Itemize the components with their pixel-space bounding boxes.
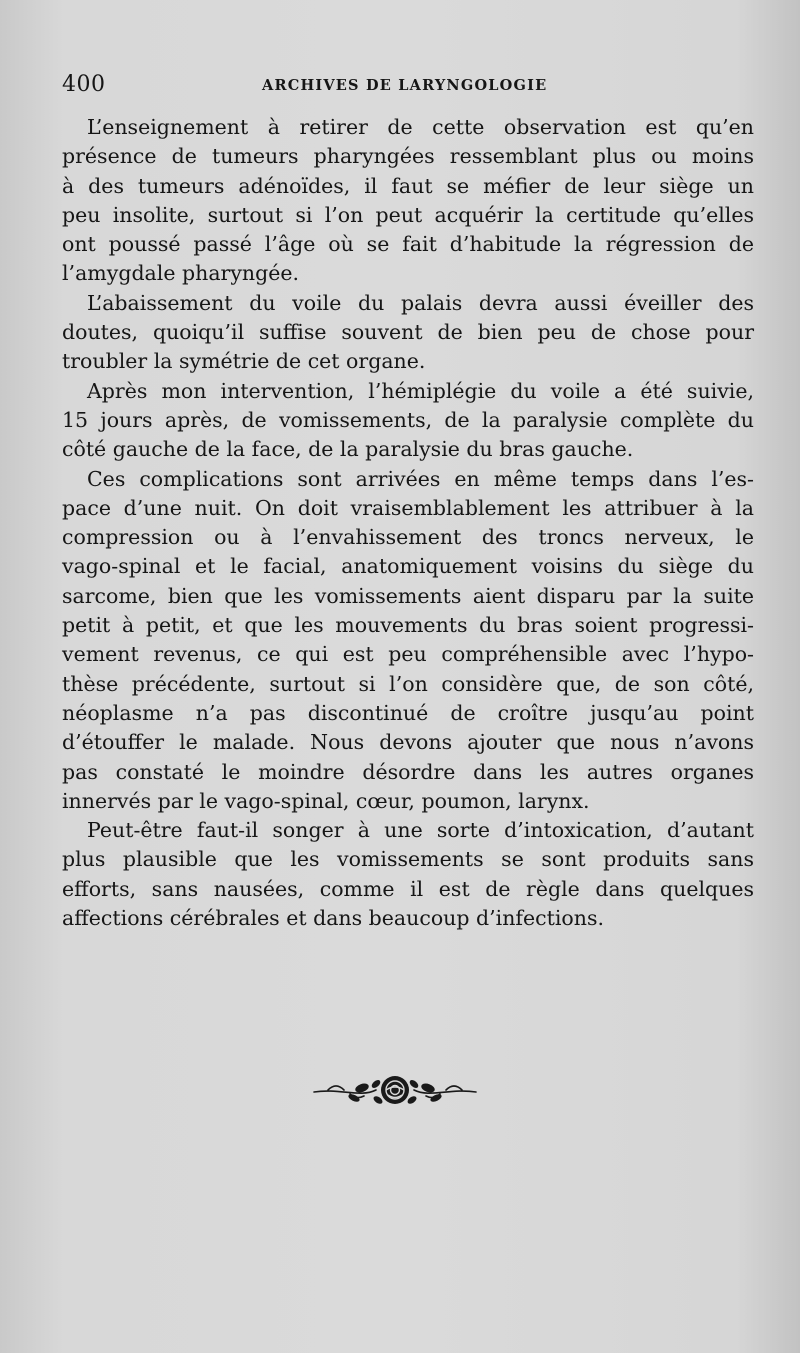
text-line: sarcome, bien que les vomissements aient disparu par la suite: [62, 583, 754, 608]
text-line: vago-spinal et le facial, anatomiquement voisins du siège du: [62, 554, 754, 579]
text-line: pas constaté le moindre désordre dans les autres organes: [62, 759, 754, 784]
text-line: néoplasme n’a pas discontinué de croître jusqu’au point: [62, 700, 754, 725]
floral-tailpiece-ornament-icon: [310, 1068, 480, 1112]
text-line: côté gauche de la face, de la paralysie du bras gauche.: [62, 437, 634, 462]
text-line: L’abaissement du voile du palais devra aussi éveiller des: [87, 290, 754, 315]
text-line: Ces complications sont arrivées en même temps dans l’es-: [87, 466, 754, 491]
text-line: Après mon intervention, l’hémiplégie du voile a été suivie,: [87, 378, 754, 403]
text-line: ont poussé passé l’âge où se fait d’habitude la régression de: [62, 232, 754, 257]
running-head: ARCHIVES DE LARYNGOLOGIE: [262, 77, 548, 94]
text-line: présence de tumeurs pharyngées ressemblant plus ou moins: [62, 144, 754, 169]
page-header: [62, 72, 752, 102]
paragraph-1: [62, 113, 754, 289]
text-line: 15 jours après, de vomissements, de la paralysie complète du: [62, 407, 754, 432]
text-line: pace d’une nuit. On doit vraisemblablement les attribuer à la: [62, 495, 754, 520]
text-line: affections cérébrales et dans beaucoup d’infections.: [62, 906, 604, 931]
text-line: L’enseignement à retirer de cette observation est qu’en: [87, 115, 754, 139]
text-line: peu insolite, surtout si l’on peut acquérir la certitude qu’elles: [62, 202, 754, 227]
text-line: troubler la symétrie de cet organe.: [62, 349, 426, 374]
text-line: plus plausible que les vomissements se sont produits sans: [62, 847, 754, 872]
paragraph-2: [62, 289, 754, 377]
text-line: vement revenus, ce qui est peu compréhensible avec l’hypo-: [62, 642, 754, 667]
text-line: l’amygdale pharyngée.: [62, 261, 300, 286]
text-line: compression ou à l’envahissement des troncs nerveux, le: [62, 525, 754, 550]
text-line: innervés par le vago-spinal, cœur, poumon, larynx.: [62, 788, 590, 813]
text-line: petit à petit, et que les mouvements du bras soient progressi-: [62, 613, 754, 638]
paragraph-5: [62, 816, 754, 933]
paragraph-3: [62, 377, 754, 465]
text-line: d’étouffer le malade. Nous devons ajouter que nous n’avons: [62, 730, 754, 755]
page-number: 400: [62, 72, 106, 97]
text-line: thèse précédente, surtout si l’on considère que, de son côté,: [62, 671, 754, 696]
paragraph-4: [62, 465, 754, 817]
text-line: à des tumeurs adénoïdes, il faut se méfier de leur siège un: [62, 173, 754, 198]
text-line: efforts, sans nausées, comme il est de règle dans quelques: [62, 876, 754, 901]
body-text: [62, 113, 754, 933]
text-line: Peut-être faut-il songer à une sorte d’intoxication, d’autant: [87, 818, 754, 843]
text-line: doutes, quoiqu’il suffise souvent de bien peu de chose pour: [62, 320, 754, 345]
